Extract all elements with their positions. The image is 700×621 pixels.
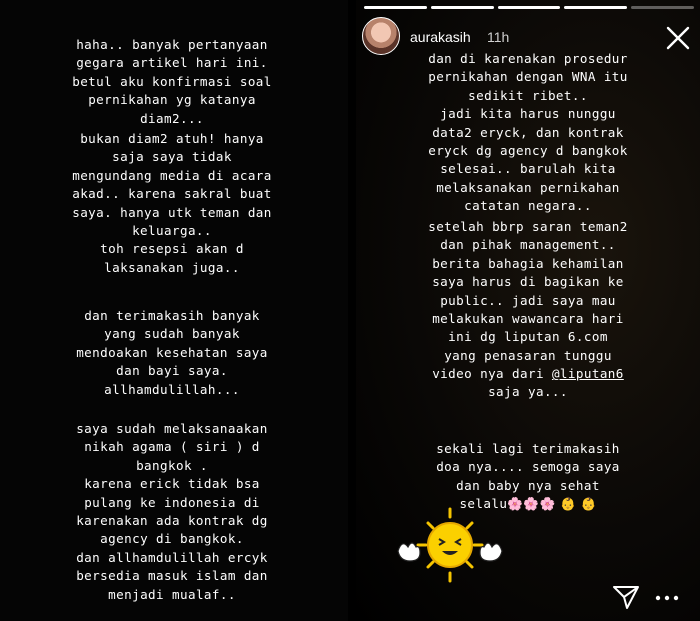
- progress-segment: [431, 6, 494, 9]
- sun-face: [428, 523, 472, 567]
- story-text-block: bukan diam2 atuh! hanya saja saya tidak mengundang media di acara akad.. karena sakral buat saya. hanya utk teman dan keluarga.. toh resepsi akan d laksanakan juga..: [72, 131, 272, 275]
- story-text-block: dan di karenakan prosedur pernikahan dengan WNA itu sedikit ribet.. jadi kita harus nunggu data2 eryck, dan kontrak eryck dg agency d bangkok selesai.. barulah kita melaksanakan pernikahan catatan negara..: [428, 51, 628, 214]
- story-progress-bar: [364, 6, 694, 9]
- closing-last-word: selalu: [459, 496, 508, 511]
- mention-line: [376, 365, 680, 383]
- mention-link[interactable]: @liputan6: [551, 366, 624, 381]
- close-icon[interactable]: [662, 22, 694, 54]
- left-story-panel: [0, 0, 348, 621]
- mention-prefix: video nya dari: [432, 366, 552, 381]
- sun-sticker: [390, 505, 510, 585]
- avatar[interactable]: [362, 17, 400, 55]
- progress-segment: [498, 6, 561, 9]
- progress-segment: [564, 6, 627, 9]
- mention-suffix: saja ya...: [488, 384, 568, 399]
- story-text-block: saya sudah melaksanaakan nikah agama ( siri ) d bangkok . karena erick tidak bsa pulang ke indonesia di karenakan ada kontrak dg agency di bangkok.: [76, 421, 268, 547]
- progress-segment: [364, 6, 427, 9]
- timestamp: 11h: [487, 29, 510, 45]
- progress-segment: [631, 6, 694, 9]
- username[interactable]: aurakasih: [410, 29, 471, 45]
- emoji-row: 🌸🌸🌸 👶 👶: [507, 496, 597, 511]
- paper-plane-icon[interactable]: [611, 583, 641, 611]
- story-text-block: setelah bbrp saran teman2 dan pihak management.. berita bahagia kehamilan saya harus di bagikan ke public.. jadi saya mau melakukan wawancara hari ini dg liputan 6.com yang penasaran tunggu: [428, 219, 628, 363]
- closing-text: sekali lagi terimakasih doa nya.... semoga saya dan baby nya sehat: [436, 441, 620, 493]
- story-text-block: haha.. banyak pertanyaan gegara artikel hari ini. betul aku konfirmasi soal pernikahan yg katanya diam2...: [72, 37, 272, 126]
- panel-divider: [348, 0, 356, 621]
- more-horizontal-icon[interactable]: [654, 592, 680, 604]
- story-text-block: dan allhamdulillah ercyk bersedia masuk islam dan menjadi mualaf..: [76, 550, 268, 602]
- story-text-block: dan terimakasih banyak yang sudah banyak mendoakan kesehatan saya dan bayi saya. allhamdulillah...: [76, 308, 268, 397]
